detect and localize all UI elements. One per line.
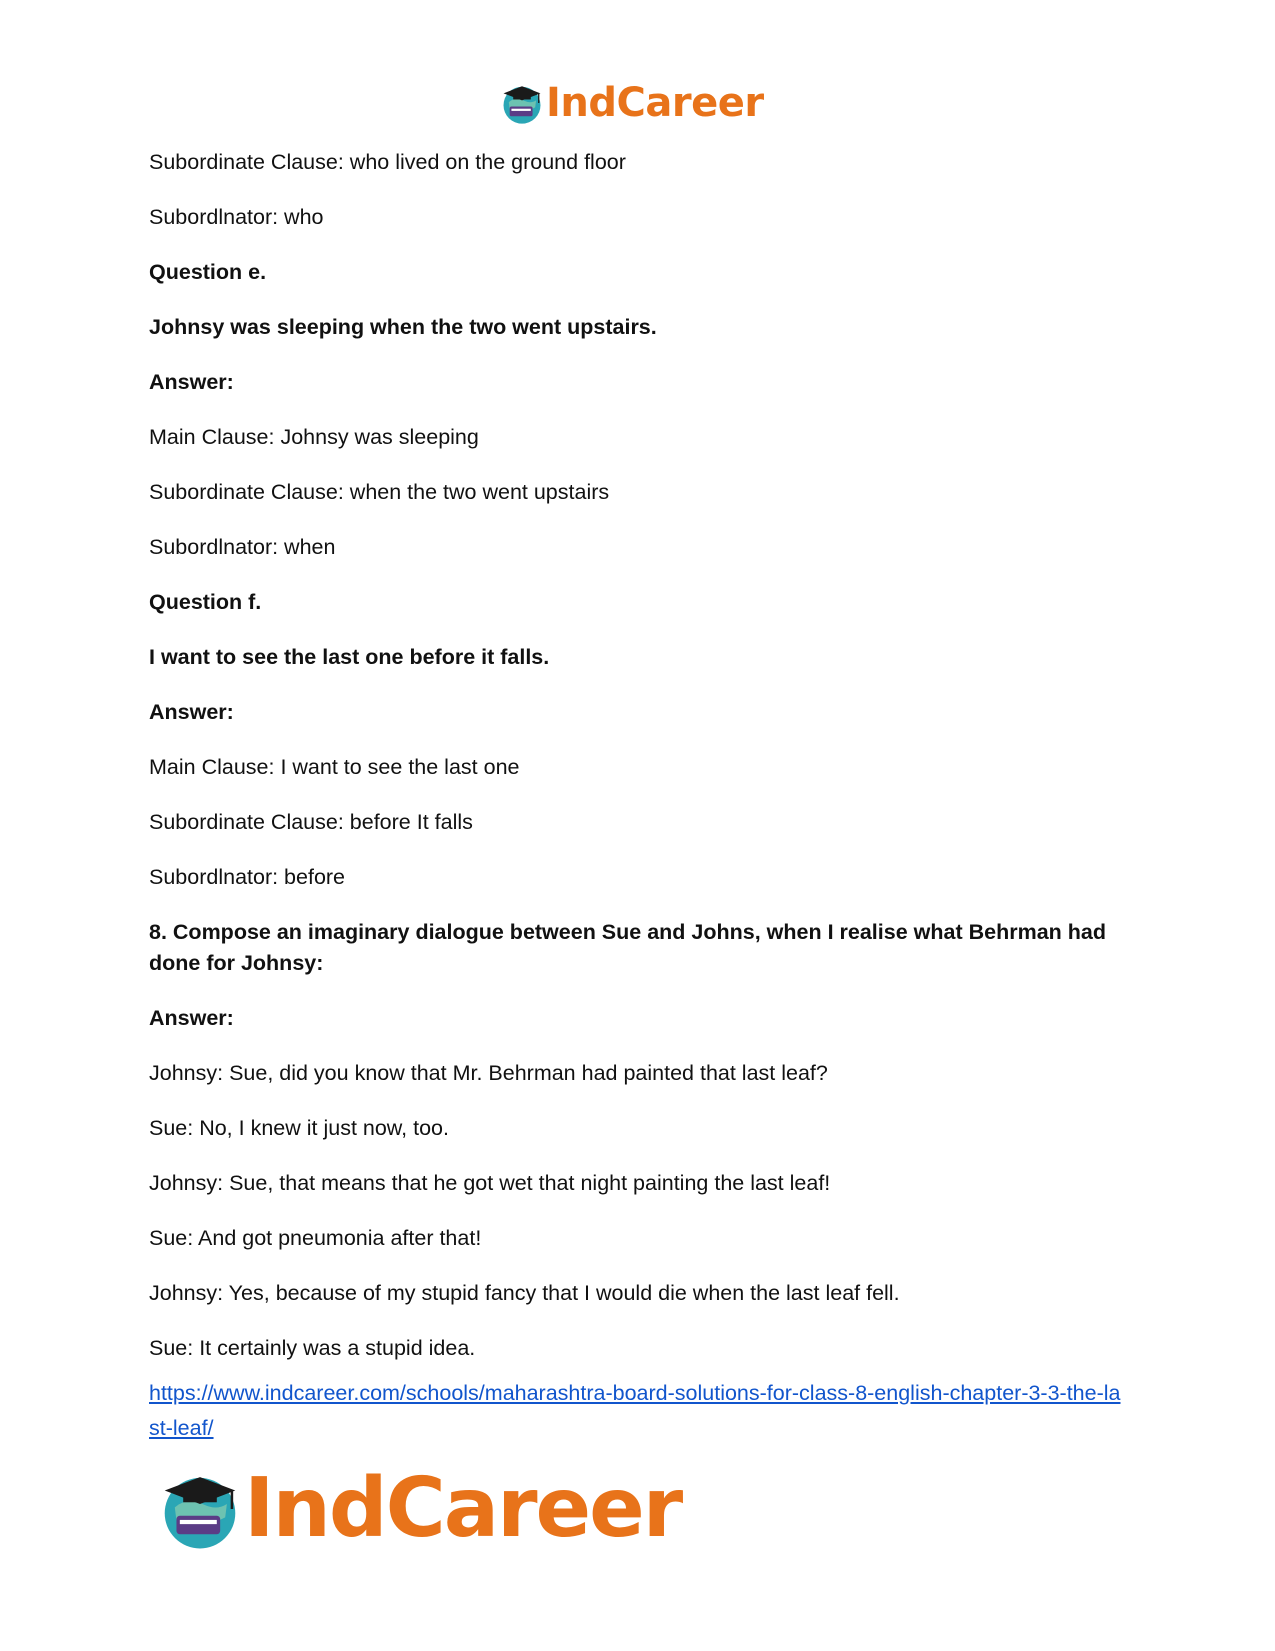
bold-paragraph: Question f. <box>149 590 262 614</box>
paragraph: Main Clause: I want to see the last one <box>149 755 520 779</box>
paragraph: Johnsy: Sue, that means that he got wet that night painting the last leaf! <box>149 1171 831 1195</box>
bold-paragraph: Answer: <box>149 1006 234 1030</box>
header-logo <box>500 78 764 128</box>
paragraph: Main Clause: Johnsy was sleeping <box>149 425 479 449</box>
bold-paragraph: Answer: <box>149 370 234 394</box>
paragraph: Sue: It certainly was a stupid idea. <box>149 1336 476 1360</box>
paragraph: Subordinate Clause: who lived on the ground floor <box>149 150 626 174</box>
paragraph: Johnsy: Yes, because of my stupid fancy that I would die when the last leaf fell. <box>149 1281 900 1305</box>
graduation-globe-icon <box>500 81 544 125</box>
paragraph: Subordlnator: when <box>149 535 336 559</box>
bold-paragraph: Johnsy was sleeping when the two went upstairs. <box>149 315 657 339</box>
bold-paragraph: I want to see the last one before it falls. <box>149 645 550 669</box>
paragraph: Subordinate Clause: before It falls <box>149 810 473 834</box>
paragraph: Sue: No, I knew it just now, too. <box>149 1116 449 1140</box>
paragraph: Johnsy: Sue, did you know that Mr. Behrman had painted that last leaf? <box>149 1061 828 1085</box>
graduation-globe-icon <box>158 1467 242 1551</box>
source-link[interactable]: https://www.indcareer.com/schools/maharashtra-board-solutions-for-class-8-english-chapter-3-3-the-last-leaf/ <box>149 1381 1121 1440</box>
paragraph: Subordlnator: before <box>149 865 346 889</box>
logo-text: IndCareer <box>244 1461 682 1556</box>
bold-paragraph: 8. Compose an imaginary dialogue between Sue and Johns, when I realise what Behrman had done for Johnsy: <box>149 920 1106 975</box>
bold-paragraph: Answer: <box>149 700 234 724</box>
footer-logo <box>158 1461 682 1556</box>
paragraph: Sue: And got pneumonia after that! <box>149 1226 482 1250</box>
paragraph: Subordlnator: who <box>149 205 324 229</box>
logo-text: IndCareer <box>546 80 764 126</box>
document-body <box>149 147 1129 1446</box>
paragraph: Subordinate Clause: when the two went upstairs <box>149 480 610 504</box>
bold-paragraph: Question e. <box>149 260 267 284</box>
